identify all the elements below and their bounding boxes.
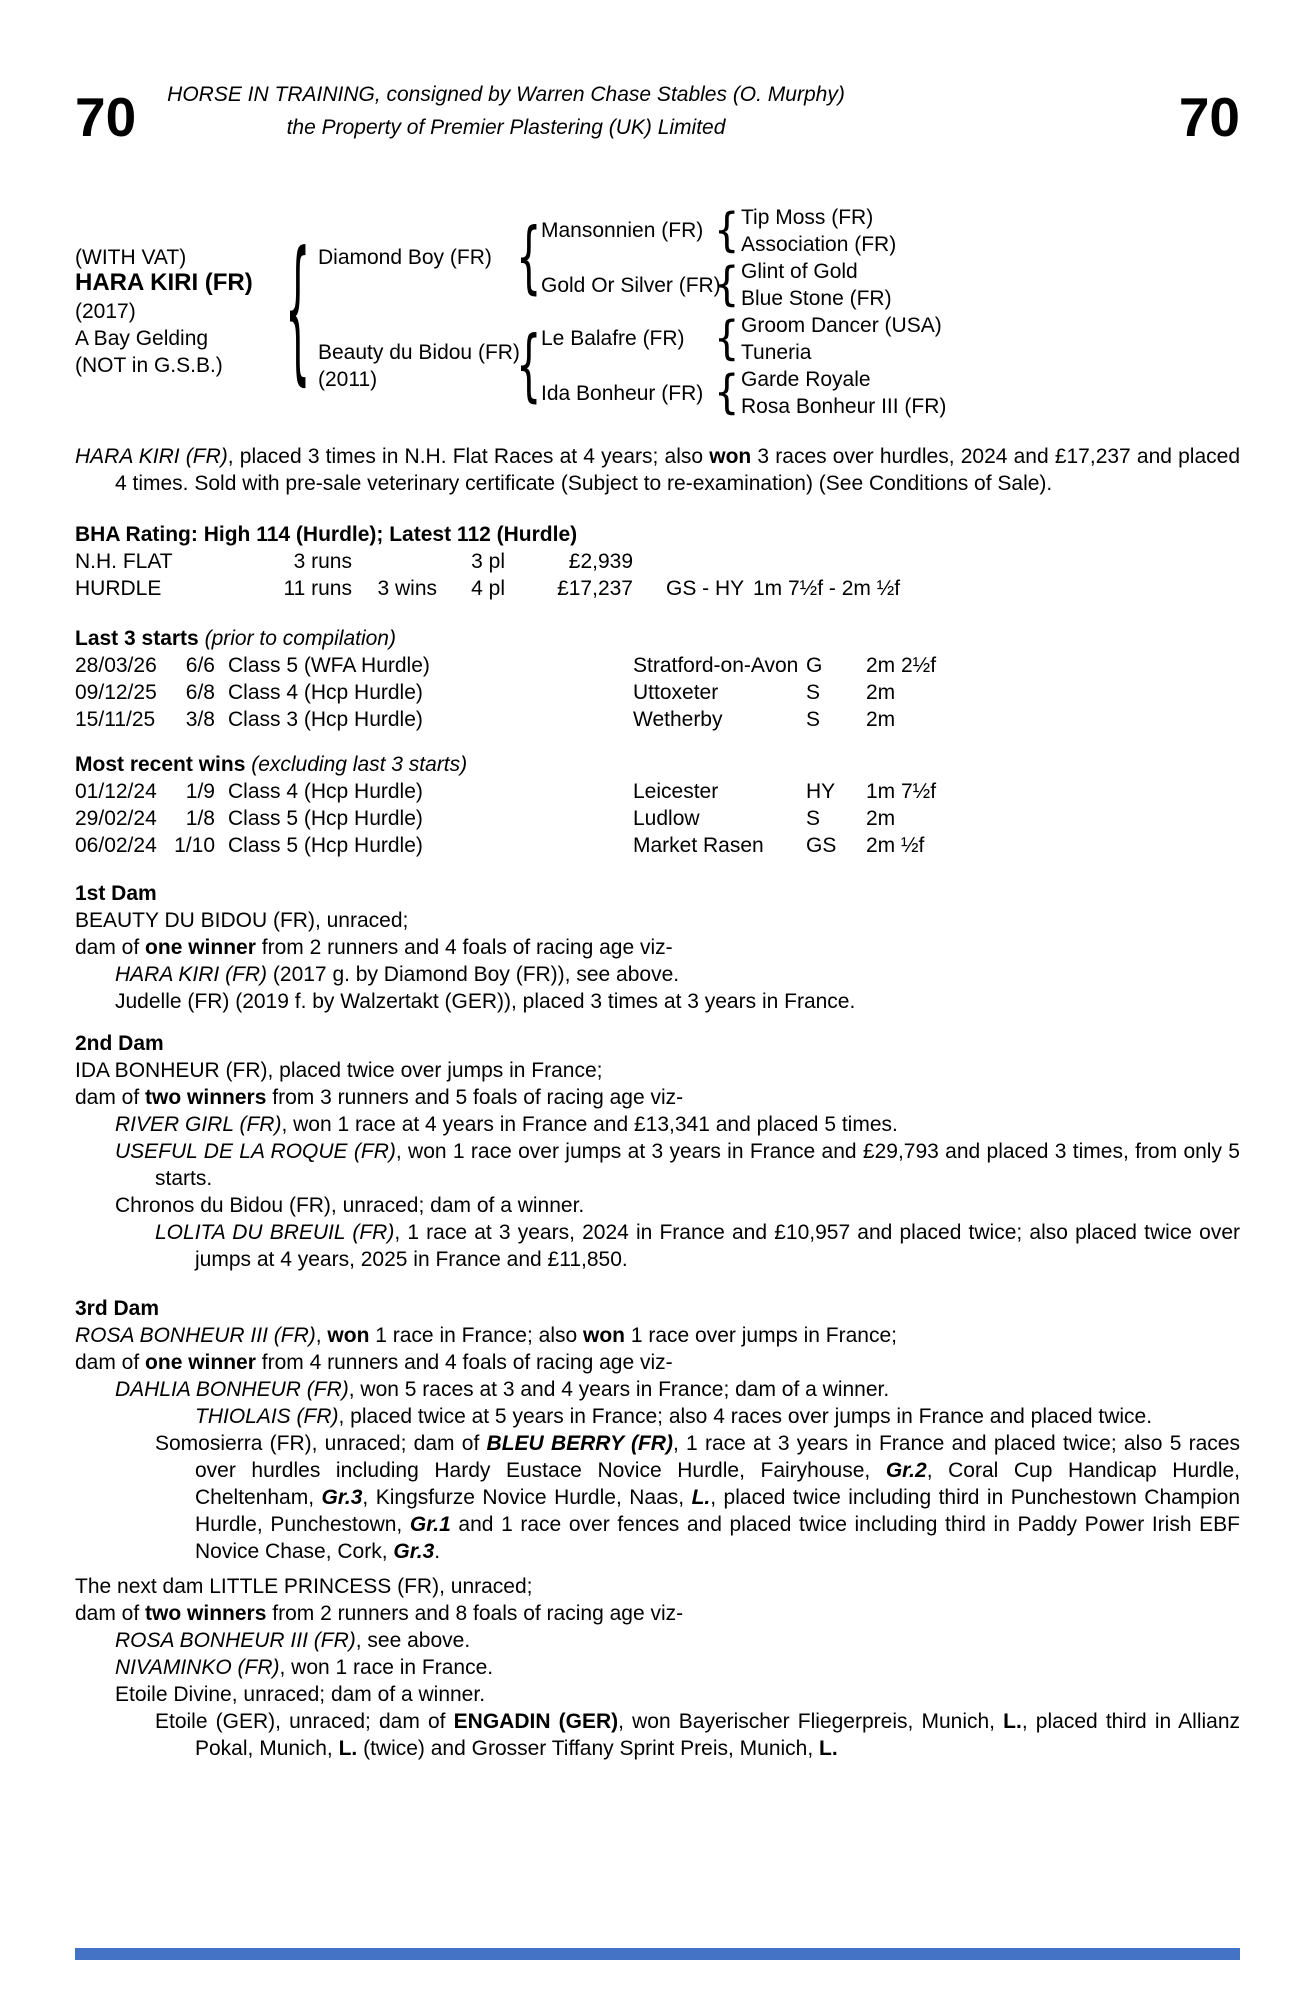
places-count: 3 pl xyxy=(471,550,505,573)
going: HY xyxy=(806,780,836,803)
text-segment: , placed twice at 5 years in France; also 4 races over jumps in France and placed twice. xyxy=(338,1405,1153,1428)
table-row xyxy=(75,805,1240,832)
text-segment: dam of xyxy=(75,1086,146,1109)
text-segment: BLEU BERRY (FR) xyxy=(486,1432,673,1455)
text-segment: won xyxy=(583,1324,626,1347)
text-segment: won xyxy=(709,445,752,468)
dam-section-heading: 1st Dam xyxy=(75,882,157,905)
table-row xyxy=(75,548,1240,575)
text-segment: dam of xyxy=(75,936,146,959)
race-distance: 2m xyxy=(866,708,896,731)
text-segment: , 1 race at 3 years, 2024 in France and £10,957 and placed twice; also placed twice over jumps at 4 years, 2025 in France and £11,850. xyxy=(195,1221,1240,1271)
dam-section-heading: 2nd Dam xyxy=(75,1032,164,1055)
race-class: Class 4 (Hcp Hurdle) xyxy=(228,780,423,803)
runs-count: 3 runs xyxy=(293,550,352,573)
text-segment: , won 1 race over jumps at 3 years in France and £29,793 and placed 3 times, from only 5 starts. xyxy=(155,1140,1240,1190)
dam-sire-sire-name: Groom Dancer (USA) xyxy=(741,314,942,337)
going: G xyxy=(806,654,823,677)
pedigree-brace-gg3 xyxy=(714,316,738,362)
earnings: £17,237 xyxy=(557,577,633,600)
text-segment: from 3 runners and 5 foals of racing age viz- xyxy=(266,1086,684,1109)
sire-dam-sire-name: Glint of Gold xyxy=(741,260,858,283)
text-segment: two winners xyxy=(145,1086,267,1109)
offspring-line xyxy=(75,1708,1240,1762)
text-segment: L. xyxy=(691,1486,711,1509)
gsb-note: (NOT in G.S.B.) xyxy=(75,354,223,377)
text-segment: ENGADIN (GER) xyxy=(453,1710,619,1733)
going-range xyxy=(633,548,753,575)
racecourse: Wetherby xyxy=(633,708,723,731)
racecourse: Uttoxeter xyxy=(633,681,719,704)
text-segment: , Coral Cup Handicap Hurdle, Cheltenham, xyxy=(195,1459,1240,1509)
text-segment: DAHLIA BONHEUR (FR) xyxy=(115,1378,349,1401)
offspring-line xyxy=(75,1111,1240,1138)
text-segment: BEAUTY DU BIDOU (FR), unraced; xyxy=(75,909,409,932)
text-segment: L. xyxy=(1003,1710,1022,1733)
text-segment: L. xyxy=(338,1737,358,1760)
offspring-line xyxy=(75,1403,1240,1430)
dam-year: (2011) xyxy=(318,368,378,391)
wins-count xyxy=(352,548,437,575)
text-segment: two winners xyxy=(145,1602,267,1625)
sire-sire-name: Mansonnien (FR) xyxy=(541,219,704,242)
finish-position: 1/8 xyxy=(185,807,215,830)
text-segment: , xyxy=(315,1324,328,1347)
text-segment: , won 5 races at 3 and 4 years in France; dam of a winner. xyxy=(348,1378,890,1401)
text-segment: one winner xyxy=(145,936,256,959)
table-row xyxy=(75,652,1240,679)
text-segment: ROSA BONHEUR III (FR) xyxy=(75,1324,316,1347)
offspring-line xyxy=(75,1627,1240,1654)
race-class: Class 4 (Hcp Hurdle) xyxy=(228,681,423,704)
text-segment: , Kingsfurze Novice Hurdle, Naas, xyxy=(362,1486,692,1509)
text-segment: (2017 g. by Diamond Boy (FR)), see above. xyxy=(267,963,680,986)
text-segment: 1 race over jumps in France; xyxy=(625,1324,897,1347)
text-segment: Etoile (GER), unraced; dam of xyxy=(155,1710,454,1733)
dam-line xyxy=(75,1573,1240,1600)
text-segment: won xyxy=(327,1324,370,1347)
pedigree-brace-dam xyxy=(516,327,540,405)
page-header xyxy=(75,78,937,148)
race-type: HURDLE xyxy=(75,577,162,600)
race-date: 15/11/25 xyxy=(75,708,156,731)
property-line: the Property of Premier Plastering (UK) Limited xyxy=(286,116,726,139)
text-segment: , placed 3 times in N.H. Flat Races at 4 years; also xyxy=(227,445,710,468)
pedigree-brace-main xyxy=(285,234,309,390)
race-distance: 2m xyxy=(866,681,896,704)
horse-description: A Bay Gelding xyxy=(75,327,209,350)
lot-number-left: 70 xyxy=(75,86,137,148)
first-dam-section xyxy=(75,880,1240,1015)
sire-sire-dam-name: Association (FR) xyxy=(741,233,897,256)
text-segment: USEFUL DE LA ROQUE (FR) xyxy=(115,1140,396,1163)
dam-line xyxy=(75,1322,1240,1349)
race-class: Class 5 (Hcp Hurdle) xyxy=(228,807,423,830)
text-segment: Gr.3 xyxy=(393,1540,435,1563)
text-segment: NIVAMINKO (FR) xyxy=(115,1656,280,1679)
dam-line xyxy=(75,1057,1240,1084)
runs-count: 11 runs xyxy=(283,577,352,600)
foal-year: (2017) xyxy=(75,300,136,323)
text-segment: IDA BONHEUR (FR), placed twice over jumps in France; xyxy=(75,1059,603,1082)
finish-position: 3/8 xyxy=(185,708,215,731)
dam-name: Beauty du Bidou (FR) xyxy=(318,341,520,364)
catalogue-body xyxy=(75,443,1240,1762)
text-segment: LOLITA DU BREUIL (FR) xyxy=(155,1221,395,1244)
text-segment: . xyxy=(434,1540,441,1563)
pedigree-brace-gg2 xyxy=(714,262,738,308)
text-segment: ROSA BONHEUR III (FR) xyxy=(115,1629,356,1652)
text-segment: (prior to compilation) xyxy=(204,627,396,650)
race-distance: 2m ½f xyxy=(866,834,925,857)
horse-name: HARA KIRI (FR) xyxy=(75,269,253,296)
race-distance: 1m 7½f xyxy=(866,780,937,803)
dam-section-heading: 3rd Dam xyxy=(75,1297,160,1320)
pedigree-table xyxy=(75,186,1240,431)
text-segment: Gr.3 xyxy=(321,1486,363,1509)
text-segment: , won Bayerischer Fliegerpreis, Munich, xyxy=(618,1710,1004,1733)
text-segment: , placed third in Allianz Pokal, Munich, xyxy=(195,1710,1241,1760)
text-segment: 1 race in France; also xyxy=(369,1324,584,1347)
offspring-line xyxy=(75,1654,1240,1681)
text-segment: from 2 runners and 4 foals of racing age viz- xyxy=(255,936,673,959)
text-segment: from 2 runners and 8 foals of racing age viz- xyxy=(266,1602,684,1625)
text-segment: Gr.2 xyxy=(885,1459,927,1482)
last-starts-heading xyxy=(75,625,1240,652)
dam-dam-name: Ida Bonheur (FR) xyxy=(541,382,704,405)
table-row xyxy=(75,778,1240,805)
consignor-line: HORSE IN TRAINING, consigned by Warren Chase Stables (O. Murphy) xyxy=(167,83,845,106)
text-segment: The next dam LITTLE PRINCESS (FR), unraced; xyxy=(75,1575,533,1598)
finish-position: 6/8 xyxy=(185,681,215,704)
text-segment: RIVER GIRL (FR) xyxy=(115,1113,282,1136)
text-segment: THIOLAIS (FR) xyxy=(195,1405,339,1428)
pedigree-brace-sire xyxy=(516,219,540,297)
offspring-line xyxy=(75,1138,1240,1192)
dam-line xyxy=(75,1349,1240,1376)
text-segment: HARA KIRI (FR) xyxy=(115,963,268,986)
dam-dam-sire-name: Garde Royale xyxy=(741,368,871,391)
table-row xyxy=(75,706,1240,733)
bha-rating-line: BHA Rating: High 114 (Hurdle); Latest 112 (Hurdle) xyxy=(75,523,578,546)
racecourse: Leicester xyxy=(633,780,719,803)
text-segment: HARA KIRI (FR) xyxy=(75,445,228,468)
race-summary-table xyxy=(75,548,1240,602)
dam-line xyxy=(75,1600,1240,1627)
next-dam-section xyxy=(75,1573,1240,1762)
recent-wins-heading xyxy=(75,751,1240,778)
sire-dam-dam-name: Blue Stone (FR) xyxy=(741,287,892,310)
race-type: N.H. FLAT xyxy=(75,550,173,573)
text-segment: (excluding last 3 starts) xyxy=(251,753,468,776)
going: S xyxy=(806,807,821,830)
race-date: 28/03/26 xyxy=(75,654,157,677)
dam-line xyxy=(75,1084,1240,1111)
text-segment: , 1 race at 3 years in France and placed twice; also 5 races over hurdles including Hardy Eustace Novice Hurdle, Fairyhouse, xyxy=(195,1432,1240,1482)
text-segment: Judelle (FR) (2019 f. by Walzertakt (GER)), placed 3 times at 3 years in France. xyxy=(115,990,856,1013)
sire-name: Diamond Boy (FR) xyxy=(318,246,492,269)
text-segment: Somosierra (FR), unraced; dam of xyxy=(155,1432,487,1455)
racecourse: Market Rasen xyxy=(633,834,764,857)
table-row xyxy=(75,575,1240,602)
race-distance: 2m 2½f xyxy=(866,654,937,677)
pedigree-brace-gg4 xyxy=(714,370,738,416)
race-date: 09/12/25 xyxy=(75,681,157,704)
offspring-line xyxy=(75,988,1240,1015)
places-count: 4 pl xyxy=(471,577,505,600)
race-class: Class 5 (WFA Hurdle) xyxy=(228,654,430,677)
text-segment: dam of xyxy=(75,1602,146,1625)
text-segment: , won 1 race in France. xyxy=(279,1656,494,1679)
race-distance: 2m xyxy=(866,807,896,830)
offspring-line xyxy=(75,1376,1240,1403)
last-starts-table xyxy=(75,652,1240,733)
racecourse: Ludlow xyxy=(633,807,700,830)
race-date: 06/02/24 xyxy=(75,834,157,857)
second-dam-section xyxy=(75,1030,1240,1273)
dam-dam-dam-name: Rosa Bonheur III (FR) xyxy=(741,395,947,418)
wins-count: 3 wins xyxy=(377,577,437,600)
race-record-paragraph xyxy=(75,443,1240,497)
offspring-line xyxy=(75,1681,1240,1708)
text-segment: Gr.1 xyxy=(409,1513,451,1536)
race-class: Class 3 (Hcp Hurdle) xyxy=(228,708,423,731)
dam-line xyxy=(75,907,1240,934)
finish-position: 1/9 xyxy=(185,780,215,803)
offspring-line xyxy=(75,1192,1240,1219)
going: S xyxy=(806,708,821,731)
dam-line xyxy=(75,934,1240,961)
footer-bar xyxy=(75,1948,1240,1960)
text-segment: , placed twice including third in Punchestown Champion Hurdle, Punchestown, xyxy=(195,1486,1241,1536)
text-segment: , won 1 race at 4 years in France and £13,341 and placed 5 times. xyxy=(281,1113,898,1136)
race-date: 29/02/24 xyxy=(75,807,157,830)
sire-dam-name: Gold Or Silver (FR) xyxy=(541,274,721,297)
text-segment: from 4 runners and 4 foals of racing age viz- xyxy=(255,1351,673,1374)
text-segment: Etoile Divine, unraced; dam of a winner. xyxy=(115,1683,486,1706)
text-segment: and 1 race over fences and placed twice including third in Paddy Power Irish EBF Novice Chase, Cork, xyxy=(195,1513,1240,1563)
racecourse: Stratford-on-Avon xyxy=(633,654,799,677)
text-segment: dam of xyxy=(75,1351,146,1374)
offspring-line xyxy=(75,1219,1240,1273)
pedigree-brace-gg1 xyxy=(714,208,738,254)
going: S xyxy=(806,681,821,704)
text-segment: Most recent wins xyxy=(75,753,246,776)
distance-range xyxy=(753,548,1240,575)
earnings: £2,939 xyxy=(568,550,633,573)
finish-position: 1/10 xyxy=(174,834,215,857)
offspring-line xyxy=(75,961,1240,988)
third-dam-section xyxy=(75,1295,1240,1565)
race-class: Class 5 (Hcp Hurdle) xyxy=(228,834,423,857)
text-segment: (twice) and Grosser Tiffany Sprint Preis, Munich, xyxy=(357,1737,820,1760)
dam-sire-dam-name: Tuneria xyxy=(741,341,812,364)
offspring-line xyxy=(75,1430,1240,1565)
text-segment: , see above. xyxy=(355,1629,471,1652)
vat-note: (WITH VAT) xyxy=(75,246,187,269)
finish-position: 6/6 xyxy=(185,654,215,677)
dam-sire-name: Le Balafre (FR) xyxy=(541,327,685,350)
text-segment: Last 3 starts xyxy=(75,627,199,650)
recent-wins-table xyxy=(75,778,1240,859)
sire-sire-sire-name: Tip Moss (FR) xyxy=(741,206,874,229)
lot-number-right: 70 xyxy=(1178,86,1240,148)
race-date: 01/12/24 xyxy=(75,780,157,803)
text-segment: L. xyxy=(819,1737,838,1760)
text-segment: 3 races over hurdles, 2024 and £17,237 and placed 4 times. Sold with pre-sale veterinary certificate (Subject to re-examination) (See Conditions of Sale). xyxy=(115,445,1241,495)
table-row xyxy=(75,679,1240,706)
going-range: GS - HY xyxy=(666,577,745,600)
table-row xyxy=(75,832,1240,859)
text-segment: one winner xyxy=(145,1351,256,1374)
going: GS xyxy=(806,834,837,857)
text-segment: Chronos du Bidou (FR), unraced; dam of a winner. xyxy=(115,1194,585,1217)
distance-range: 1m 7½f - 2m ½f xyxy=(753,577,901,600)
